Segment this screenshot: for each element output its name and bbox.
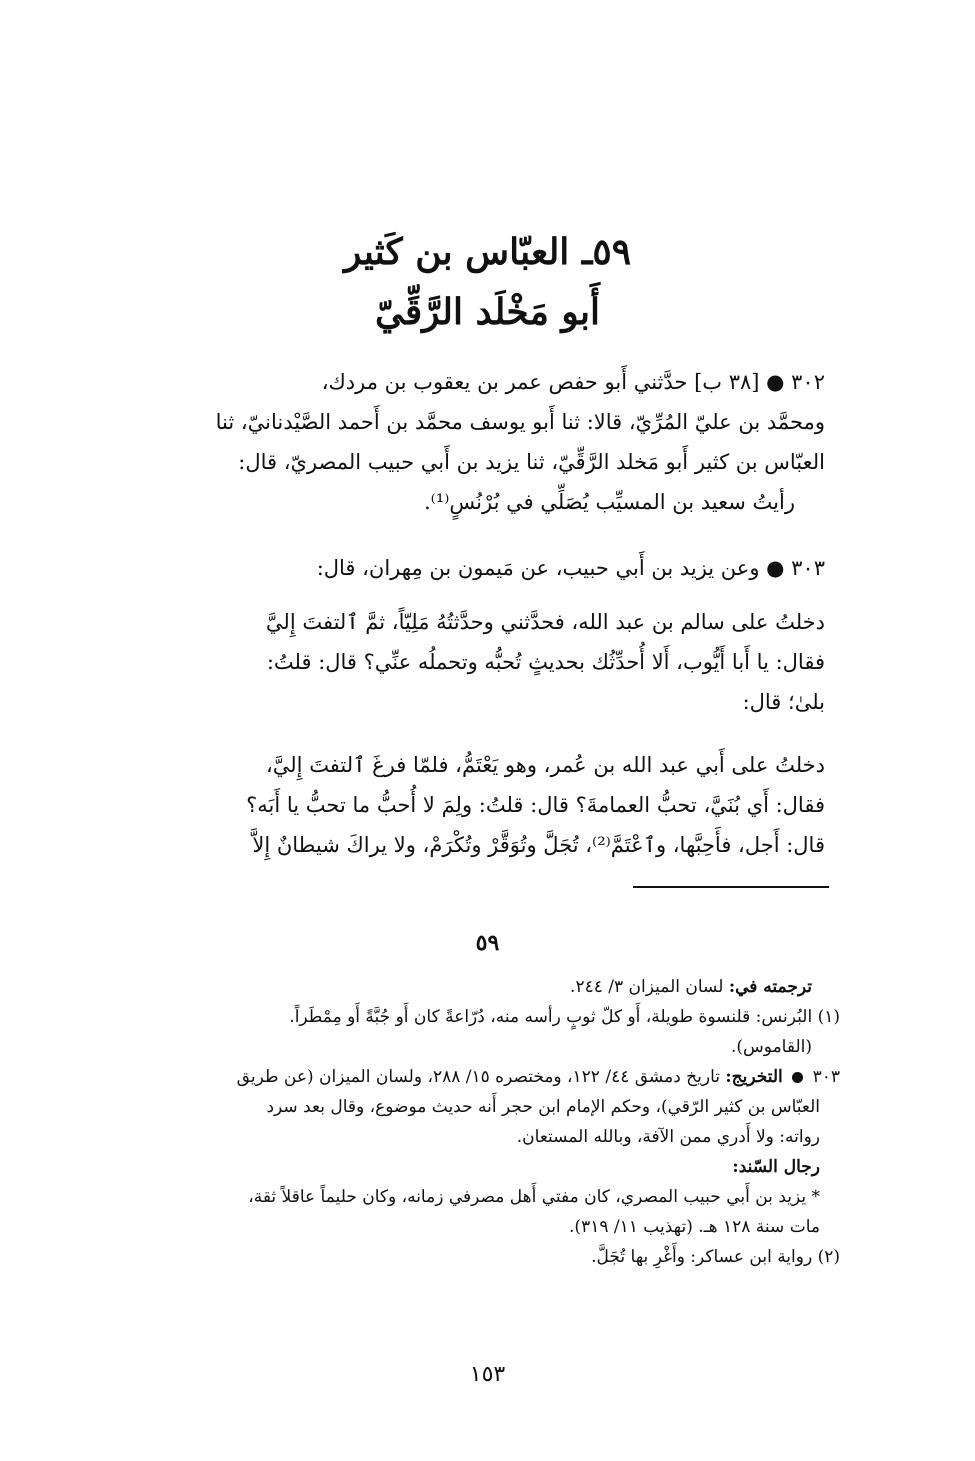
- takhrij-line: رواته: ولا أَدري ممن الآفة، وبالله المستعان.: [516, 1127, 820, 1147]
- hadith-303-intro: [135, 548, 825, 588]
- footnote-separator: [633, 886, 829, 888]
- chapter-heading: [0, 222, 975, 342]
- hadith-303-paragraph-1: [135, 602, 825, 722]
- footnote-1-cont: (القاموس).: [731, 1037, 812, 1057]
- chapter-title: ٥٩ـ العبّاس بن كَثير: [343, 231, 632, 273]
- rijal-line: مات سنة ١٢٨ هـ. (تهذيب ١١/ ٣١٩).: [569, 1217, 820, 1237]
- footnote-1: (١) البُرنس: قلنسوة طويلة، أَو كلّ ثوبٍ رأسه منه، دُرّاعةً كان أَو جُبَّةً أَو مِمْطَراً.: [289, 1007, 840, 1027]
- hadith-303-line: دخلتُ على أَبي عبد الله بن عُمر، وهو يَعْتَمُّ، فلمّا فرغَ ٱلتفتَ إِليَّ،: [266, 753, 825, 777]
- chapter-subtitle: أَبو مَخْلَد الرَّقِّيّ: [374, 291, 601, 333]
- bullet-icon: [792, 1072, 803, 1083]
- takhrij-label: التخريج:: [725, 1067, 783, 1087]
- takhrij-line: العبّاس بن كثير الرّقي)، وحكم الإمام ابن حجر أَنه حديث موضوع، وقال بعد سرد: [266, 1097, 820, 1117]
- takhrij-note: [135, 1062, 840, 1092]
- footnote-section-number: ٥٩: [475, 930, 500, 956]
- rijal-label: رجال السّند:: [732, 1157, 820, 1177]
- footnotes: [135, 972, 840, 1272]
- hadith-302-text: رأيتُ سعيد بن المسيِّب يُصَلِّي في بُرْنُسٍ⁽¹⁾.: [423, 490, 795, 514]
- hadith-303-paragraph-2: [135, 745, 825, 865]
- translation-note: [135, 972, 840, 1002]
- hadith-303-line: بلىٰ؛ قال:: [742, 690, 825, 714]
- hadith-303-line: قال: أَجل، فأَحِبَّها، وٱعْتَمَّ⁽²⁾، تُجَلَّ وتُوَقَّرْ وتُكْرَمْ، ولا يراكَ شيطانٌ إِلاَّ: [252, 833, 825, 857]
- rijal-line: * يزيد بن أَبي حبيب المصري، كان مفتي أَهل مصرفي زمانه، وكان حليماً عاقلاً ثقة،: [248, 1187, 820, 1207]
- hadith-302-line: العبّاس بن كثير أَبو مَخلد الرَّقِّيّ، ثنا يزيد بن أَبي حبيب المصريّ، قال:: [238, 450, 825, 474]
- hadith-303-line: ٣٠٣ ● وعن يزيد بن أَبي حبيب، عن مَيمون بن مِهران، قال:: [316, 556, 825, 580]
- hadith-303-line: فقال: أَي بُنَيَّ، تحبُّ العمامةَ؟ قال: قلتُ: ولِمَ لا أُحبُّ ما تحبُّ يا أَبَه؟: [246, 793, 825, 817]
- translation-label: ترجمته في:: [728, 977, 812, 997]
- hadith-302: [135, 362, 825, 522]
- hadith-303-line: فقال: يا أَبا أَيُّوب، أَلا أُحدِّثُك بحديثٍ تُحبُّه وتحملُه عنِّي؟ قال: قلتُ:: [266, 650, 825, 674]
- page-number: ١٥٣: [469, 1362, 506, 1387]
- hadith-302-line: ٣٠٢ ● [٣٨ ب] حدَّثني أَبو حفص عمر بن يعقوب بن مردك،: [321, 370, 825, 394]
- footnote-2: (٢) رواية ابن عساكر: وأَغْرِ بها تُجَلَّ.: [591, 1247, 840, 1267]
- takhrij-number: ٣٠٣: [812, 1067, 840, 1087]
- hadith-303-line: دخلتُ على سالم بن عبد الله، فحدَّثني وحدَّثتُهُ مَلِيّاً، ثمَّ ٱلتفتَ إِليَّ: [265, 610, 825, 634]
- hadith-302-line: ومحمَّد بن عليّ المُرِّيّ، قالا: ثنا أَبو يوسف محمَّد بن أَحمد الصَّيْدنانيّ، ثنا: [215, 410, 825, 434]
- translation-text: لسان الميزان ٣/ ٢٤٤.: [570, 977, 724, 997]
- takhrij-text: تاريخ دمشق ٤٤/ ١٢٢، ومختصره ١٥/ ٢٨٨، ولسان الميزان (عن طريق: [236, 1067, 720, 1087]
